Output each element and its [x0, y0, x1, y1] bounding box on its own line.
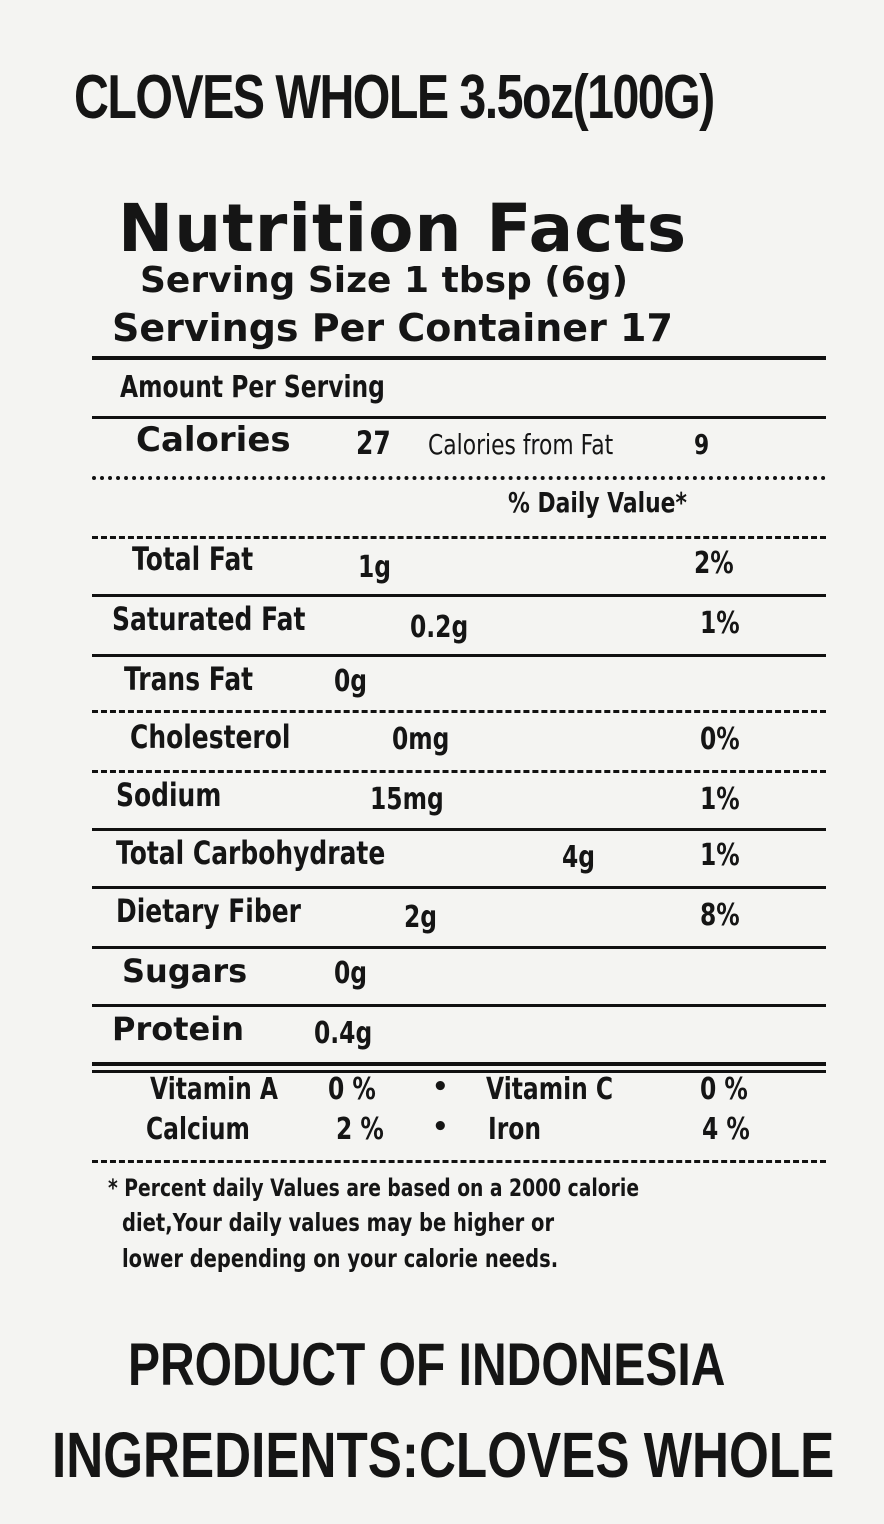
nutrient-label-total-carbohydrate: Total Carbohydrate: [116, 834, 386, 872]
divider: [92, 356, 826, 360]
nutrient-amount-sugars: 0g: [334, 956, 368, 991]
divider: [92, 946, 826, 949]
nutrition-facts-title: Nutrition Facts: [118, 190, 688, 267]
daily-value-header: % Daily Value*: [508, 486, 687, 519]
nutrient-amount-trans-fat: 0g: [334, 664, 368, 699]
iron-label: Iron: [488, 1112, 541, 1147]
nutrient-amount-total-carbohydrate: 4g: [562, 840, 596, 875]
nutrient-label-trans-fat: Trans Fat: [124, 660, 254, 698]
divider: [92, 416, 826, 419]
divider: [92, 828, 826, 831]
nutrient-label-total-fat: Total Fat: [132, 540, 254, 578]
product-origin: PRODUCT OF INDONESIA: [128, 1331, 726, 1398]
calcium-label: Calcium: [146, 1112, 250, 1147]
divider: [92, 654, 826, 657]
nutrient-amount-protein: 0.4g: [314, 1016, 373, 1051]
divider: [92, 710, 826, 713]
divider: [92, 1004, 826, 1007]
footnote-line-2: diet,Your daily values may be higher or: [122, 1208, 555, 1237]
nutrient-amount-dietary-fiber: 2g: [404, 900, 438, 935]
nutrient-percent-total-carbohydrate: 1%: [700, 838, 740, 873]
nutrient-amount-cholesterol: 0mg: [392, 722, 450, 757]
serving-size: Serving Size 1 tbsp (6g): [140, 260, 629, 301]
divider: [92, 770, 826, 773]
ingredients: INGREDIENTS:CLOVES WHOLE: [52, 1419, 835, 1491]
nutrient-percent-saturated-fat: 1%: [700, 606, 740, 641]
divider: [92, 594, 826, 597]
nutrient-amount-total-fat: 1g: [358, 550, 392, 585]
vitamin-separator: •: [432, 1112, 449, 1142]
nutrient-label-sodium: Sodium: [116, 776, 222, 814]
servings-per-container: Servings Per Container 17: [112, 306, 673, 350]
calories-value: 27: [356, 424, 391, 462]
divider: [92, 536, 826, 539]
footnote-line-3: lower depending on your calorie needs.: [122, 1244, 559, 1273]
vitamin-c-value: 0 %: [700, 1072, 748, 1107]
vitamin-a-value: 0 %: [328, 1072, 376, 1107]
nutrient-label-protein: Protein: [112, 1010, 244, 1048]
nutrient-amount-saturated-fat: 0.2g: [410, 610, 469, 645]
vitamin-a-label: Vitamin A: [150, 1072, 279, 1107]
nutrient-label-sugars: Sugars: [122, 952, 248, 990]
vitamin-c-label: Vitamin C: [486, 1072, 614, 1107]
nutrient-percent-cholesterol: 0%: [700, 722, 740, 757]
vitamin-separator: •: [432, 1072, 449, 1102]
nutrient-percent-sodium: 1%: [700, 782, 740, 817]
nutrient-percent-dietary-fiber: 8%: [700, 898, 740, 933]
calories-from-fat-value: 9: [694, 428, 710, 461]
nutrient-amount-sodium: 15mg: [370, 782, 444, 817]
calories-label: Calories: [136, 420, 291, 460]
product-title: CLOVES WHOLE 3.5oz(100G): [74, 63, 714, 132]
nutrient-percent-total-fat: 2%: [694, 546, 734, 581]
amount-per-serving: Amount Per Serving: [120, 370, 385, 405]
dotted-divider: [92, 476, 826, 480]
divider: [92, 1160, 826, 1163]
divider: [92, 1062, 826, 1066]
calories-from-fat-label: Calories from Fat: [428, 428, 614, 461]
divider: [92, 886, 826, 889]
nutrient-label-saturated-fat: Saturated Fat: [112, 600, 306, 638]
nutrient-label-dietary-fiber: Dietary Fiber: [116, 892, 301, 930]
iron-value: 4 %: [702, 1112, 750, 1147]
calcium-value: 2 %: [336, 1112, 384, 1147]
nutrient-label-cholesterol: Cholesterol: [130, 718, 291, 756]
footnote-line-1: * Percent daily Values are based on a 2000 calorie: [108, 1174, 640, 1202]
